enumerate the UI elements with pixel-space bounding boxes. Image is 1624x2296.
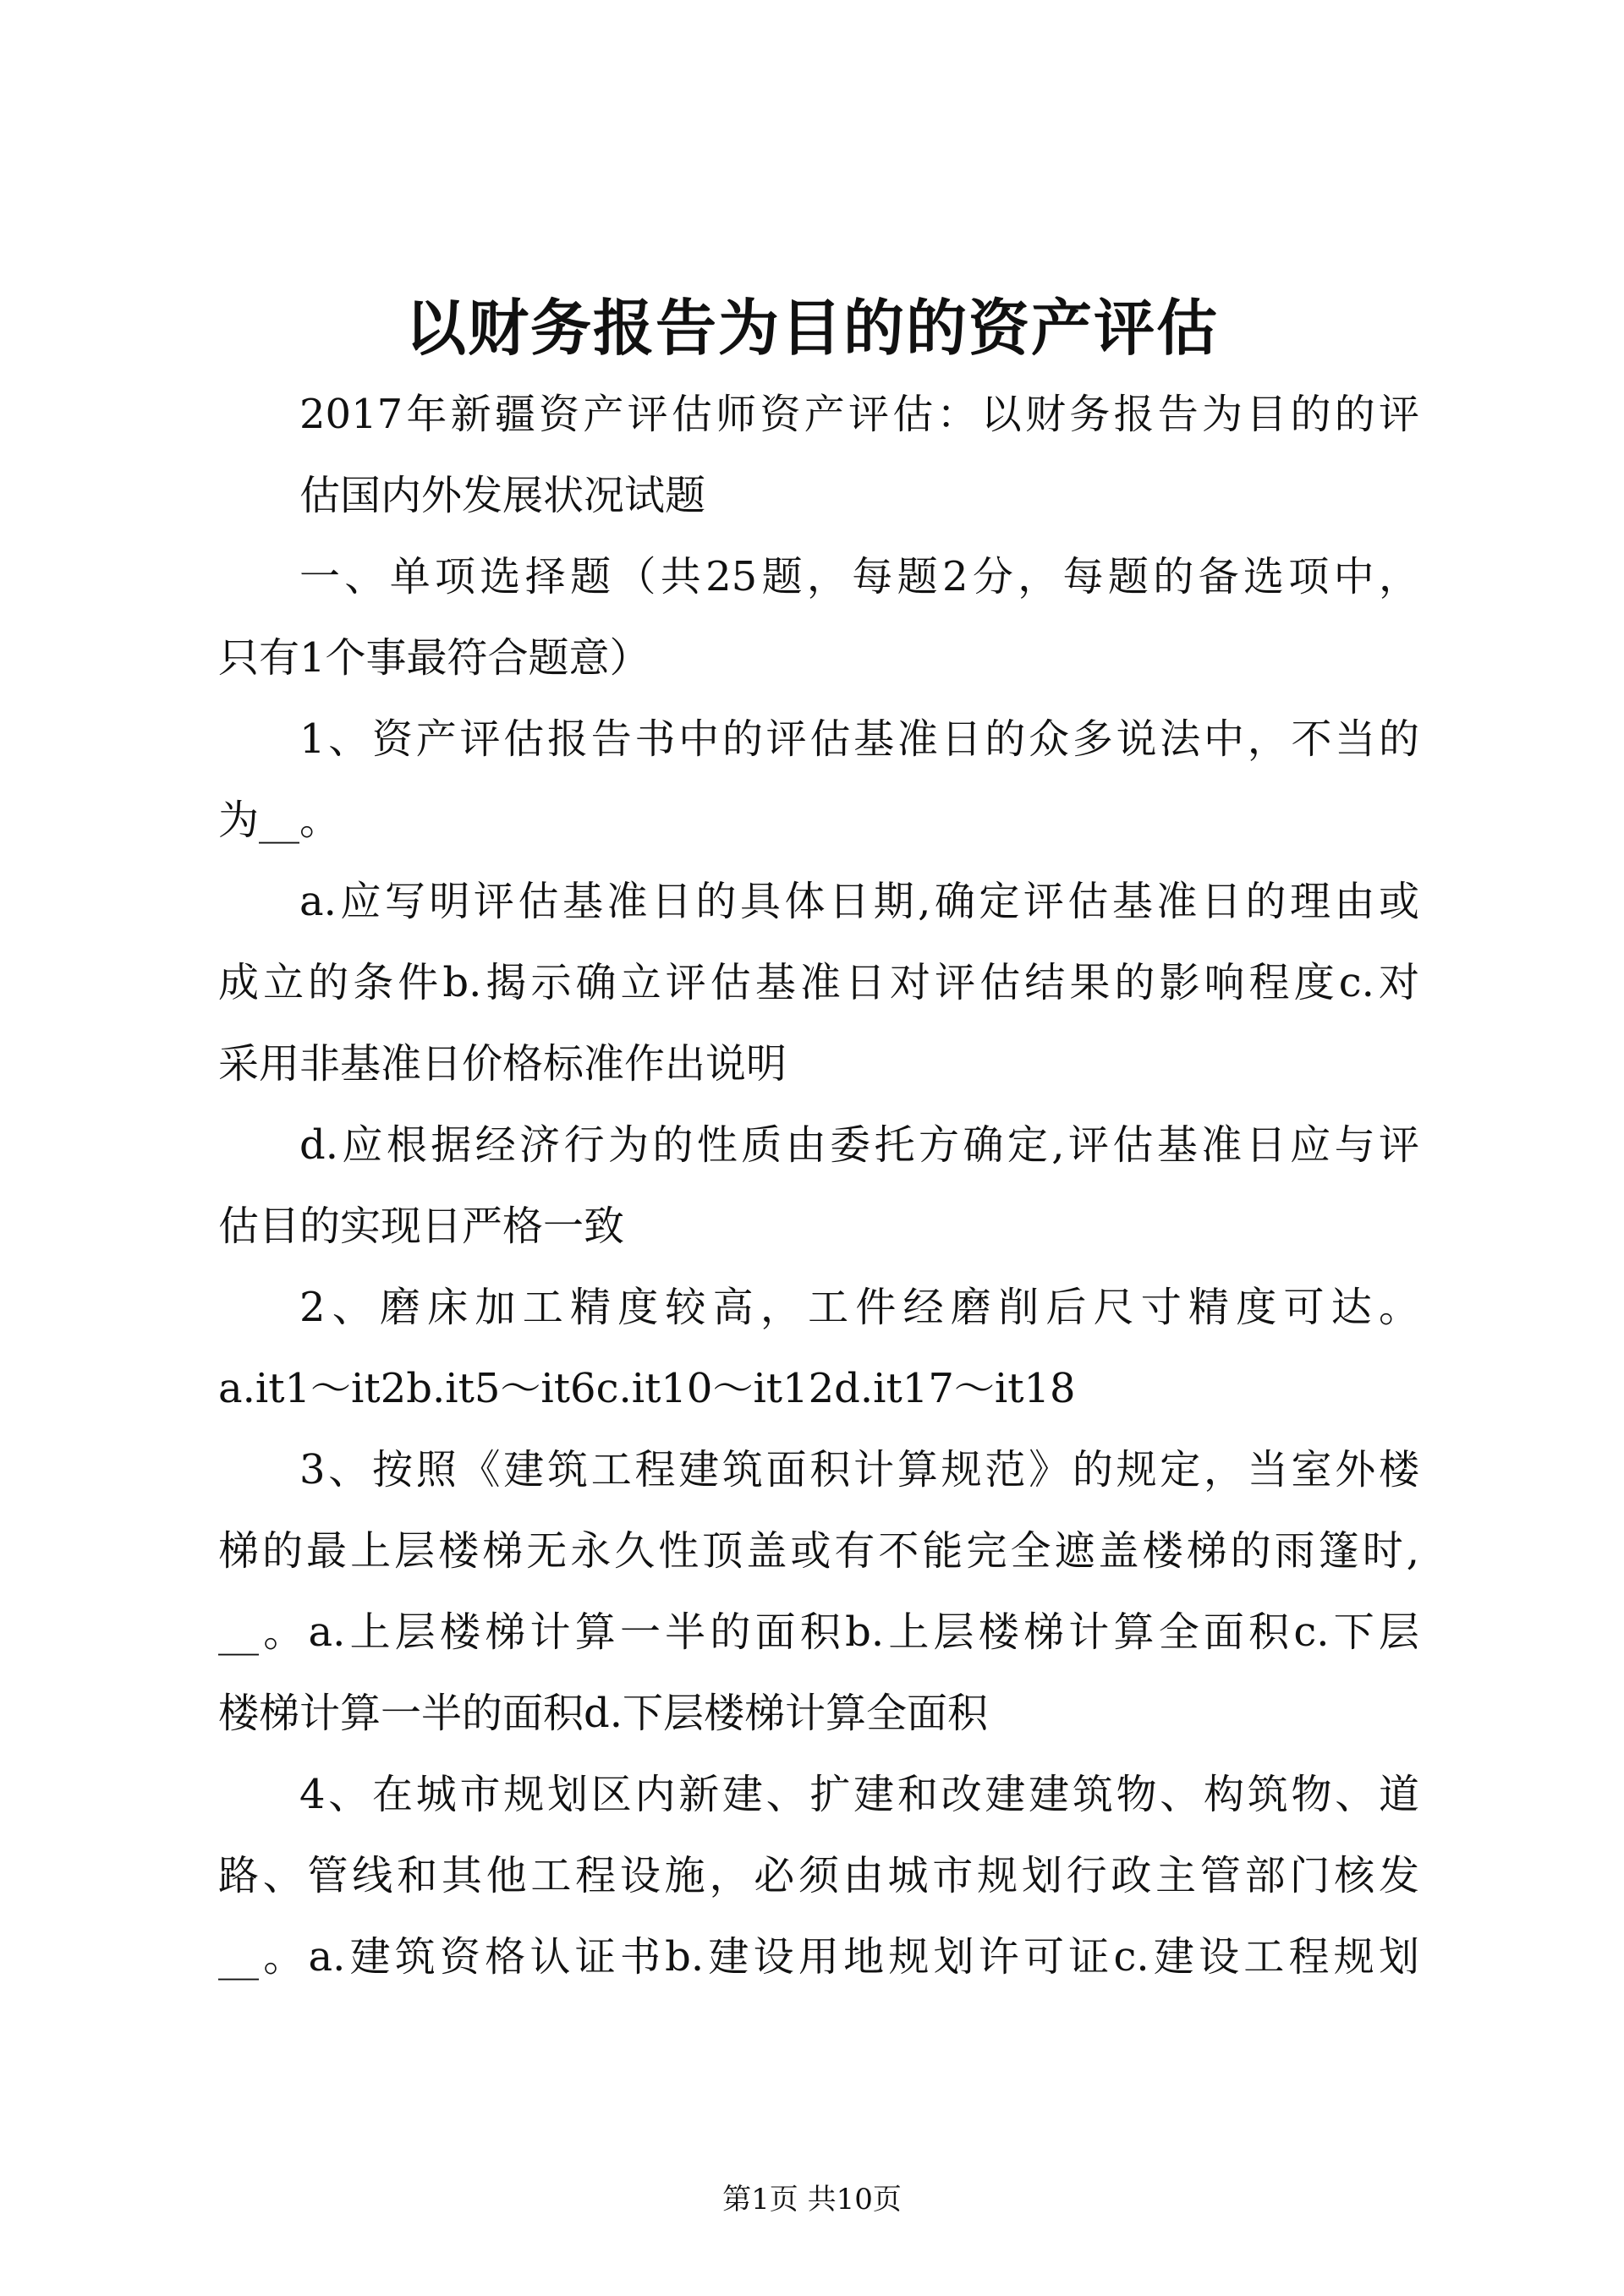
paragraph-line: 估国内外发展状况试题 bbox=[299, 472, 706, 519]
section-heading-line: 一、单项选择题（共25题，每题2分，每题的备选项中， bbox=[299, 553, 1419, 600]
question-line: 梯的最上层楼梯无永久性顶盖或有不能完全遮盖楼梯的雨篷时, bbox=[218, 1527, 1419, 1575]
option-line: d.应根据经济行为的性质由委托方确定,评估基准日应与评 bbox=[299, 1121, 1419, 1169]
document-title: 以财务报告为目的的资产评估 bbox=[404, 292, 1219, 364]
document-body bbox=[218, 374, 1419, 1997]
question-line: 1、资产评估报告书中的评估基准日的众多说法中，不当的 bbox=[299, 715, 1419, 763]
option-line: 采用非基准日价格标准作出说明 bbox=[218, 1040, 787, 1088]
question-line: 4、在城市规划区内新建、扩建和改建建筑物、构筑物、道 bbox=[299, 1771, 1419, 1818]
option-line: 楼梯计算一半的面积d.下层楼梯计算全面积 bbox=[218, 1690, 988, 1737]
option-line: 成立的条件b.揭示确立评估基准日对评估结果的影响程度c.对 bbox=[218, 959, 1419, 1006]
option-line: __。a.上层楼梯计算一半的面积b.上层楼梯计算全面积c.下层 bbox=[218, 1608, 1419, 1656]
option-line: __。a.建筑资格认证书b.建设用地规划许可证c.建设工程规划 bbox=[218, 1933, 1419, 1981]
question-line: 3、按照《建筑工程建筑面积计算规范》的规定，当室外楼 bbox=[299, 1446, 1419, 1493]
option-line: a.it1～it2b.it5～it6c.it10～it12d.it17～it18 bbox=[218, 1365, 1076, 1412]
option-line: a.应写明评估基准日的具体日期,确定评估基准日的理由或 bbox=[299, 878, 1419, 925]
section-heading-line: 只有1个事最符合题意） bbox=[218, 634, 650, 682]
option-line: 估目的实现日严格一致 bbox=[218, 1203, 625, 1250]
paragraph-line: 2017年新疆资产评估师资产评估：以财务报告为目的的评 bbox=[299, 391, 1419, 438]
question-line: 路、管线和其他工程设施，必须由城市规划行政主管部门核发 bbox=[218, 1852, 1419, 1899]
question-line: 2、磨床加工精度较高，工件经磨削后尺寸精度可达。 bbox=[299, 1284, 1419, 1331]
page-number: 第1页 共10页 bbox=[722, 2183, 902, 2217]
question-line: 为__。 bbox=[218, 797, 341, 844]
